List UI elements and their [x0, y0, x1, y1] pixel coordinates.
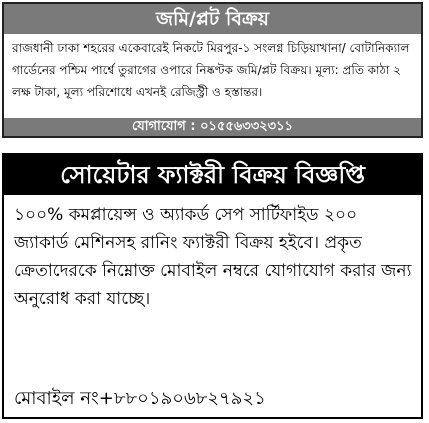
- land-ad-body: রাজধানী ঢাকা শহরের একেবারেই নিকটে মিরপুর-১ সংলগ্ন চিড়িয়াখানা/ বোটানিক্যাল গার্ডেনের পশ্চিম পার্শ্বে তুরাগের ওপারে নিষ্কণ্টক জমি/প্লট বিক্রয়। মূল্য: প্রতি কাঠা ২ লক্ষ টাকা, মূল্য পরিশোধে এখনই রেজিস্ট্রী ও হস্তান্তর।: [12, 41, 410, 99]
- land-ad-contact: যোগাযোগ : ০১৫৫৬৩৩২৩১১: [4, 118, 421, 136]
- factory-ad-body: ১০০% কমপ্লায়েন্স ও অ্যাকর্ড সেপ সার্টিফাইড ২০০ জ্যাকার্ড মেশিনসহ রানিং ফ্যাক্টরী বিক্রয় হইবে। প্রকৃত ক্রেতাদেরকে নিম্নোক্ত মোবাইল নম্বরে যোগাযোগ করার জন্য অনুরোধ করা যাচ্ছে।: [14, 205, 412, 309]
- land-plot-sale-ad: [2, 2, 423, 138]
- sweater-factory-sale-ad: [2, 153, 423, 419]
- factory-ad-mobile: মোবাইল নং+৮৮০১৯০৬৮২৭৯২১: [14, 388, 266, 409]
- factory-ad-title: সোয়েটার ফ্যাক্টরী বিক্রয় বিজ্ঞপ্তি: [4, 155, 421, 195]
- land-ad-title: জমি/প্লট বিক্রয়: [4, 4, 421, 34]
